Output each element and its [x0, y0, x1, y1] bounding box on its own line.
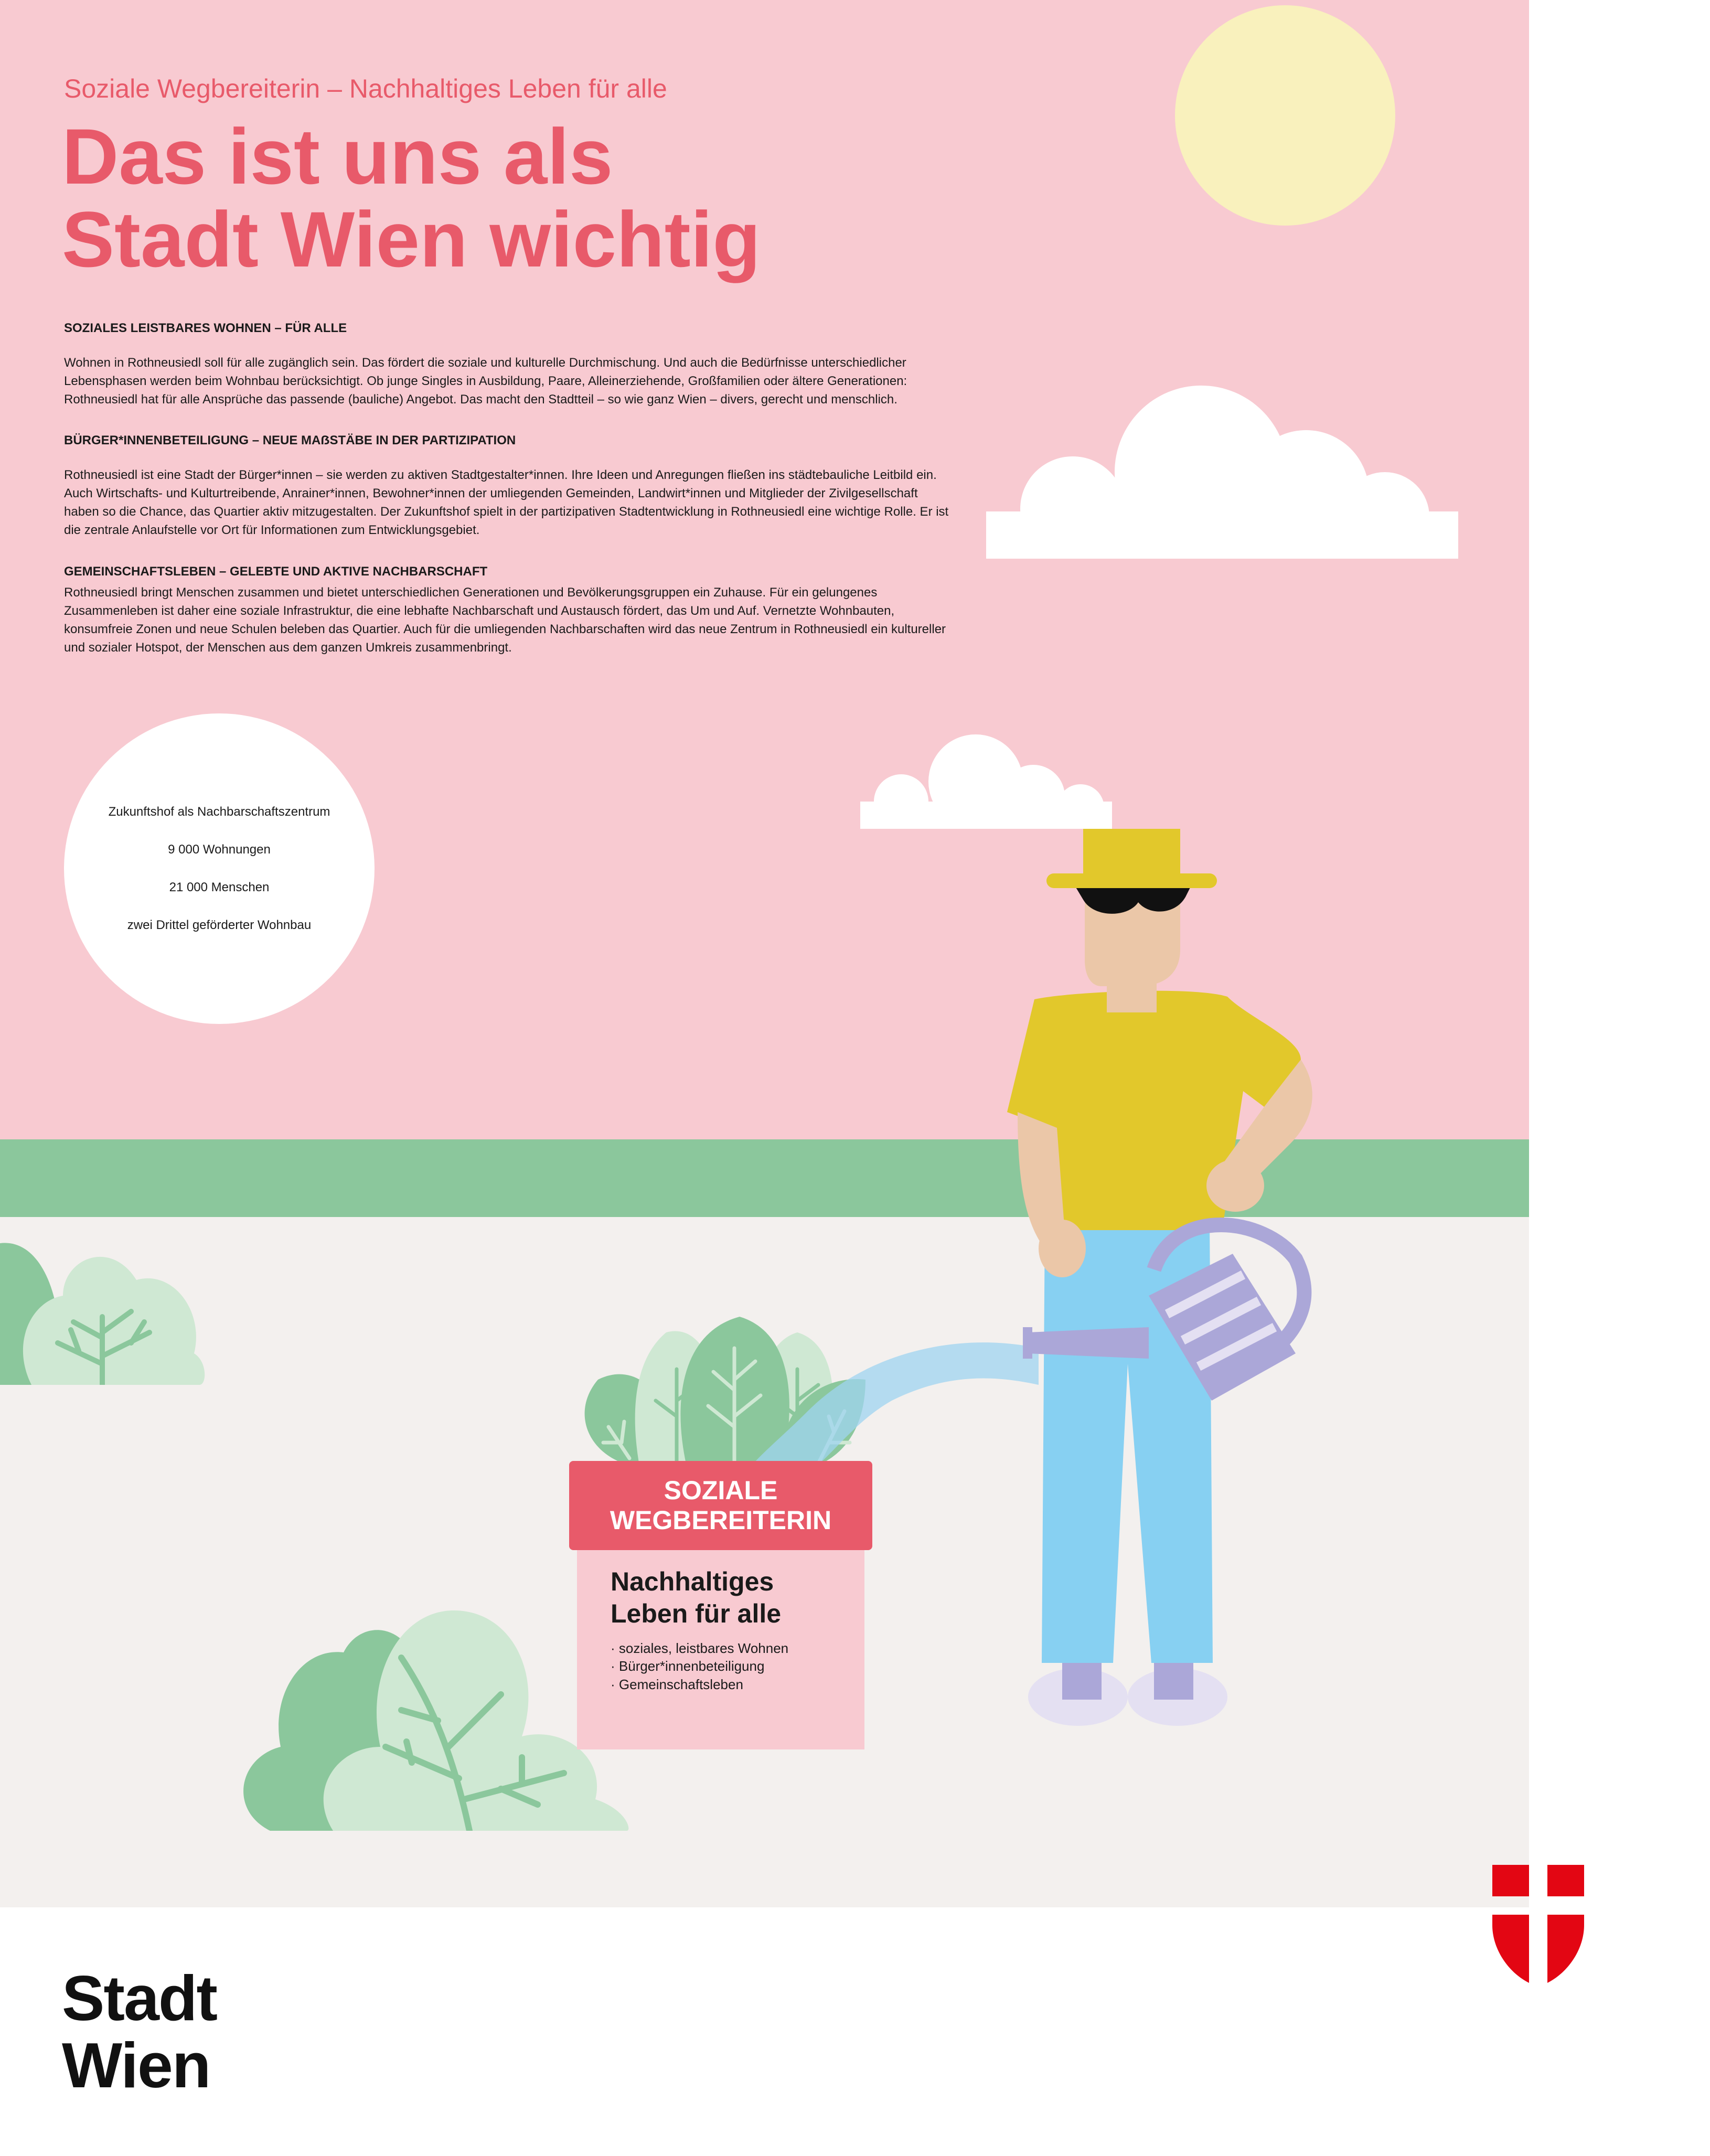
water-stream	[745, 1332, 1039, 1474]
section-title: BÜRGER*INNENBETEILIGUNG – NEUE MAẞSTÄBE IN DER PARTIZIPATION	[64, 433, 516, 447]
list-item: · Gemeinschaftsleben	[611, 1675, 788, 1693]
brand-line1: Stadt	[62, 1962, 217, 2034]
fact-item: 21 000 Menschen	[169, 880, 270, 894]
sign-header	[569, 1461, 872, 1550]
section-participation	[64, 433, 956, 539]
section-community	[64, 564, 956, 657]
fact-item: zwei Drittel geförderter Wohnbau	[127, 918, 312, 932]
page-title	[62, 112, 901, 283]
fact-item: 9 000 Wohnungen	[168, 842, 271, 857]
sun-icon	[1175, 0, 1395, 226]
plant-icon	[0, 1238, 210, 1385]
section-body: Rothneusiedl ist eine Stadt der Bürger*innen – sie werden zu aktiven Stadtgestalter*innen. Ihre Ideen und Anregungen fließen ins städtebauliche Leitbild ein. Auch Wirtschafts- und Kulturtreibende, Anrainer*innen, Bewohner*innen der umliegenden Gemeinden, Landwirt*innen und Mitglieder der Zivilgesellschaft haben so die Chance, das Quartier aktiv mitzugestalten. Der Zukunftshof spielt in der partizipativen Stadtentwicklung in Rothneusiedl eine wichtige Rolle. Er ist die zentrale Anlaufstelle vor Ort für Informationen zum Entwicklungsgebiet.	[64, 468, 949, 538]
cloud-icon	[860, 734, 1112, 829]
vienna-coat-of-arms-icon	[1492, 1865, 1584, 1986]
section-housing	[64, 321, 956, 409]
section-body: Rothneusiedl bringt Menschen zusammen und bietet unterschiedlichen Generationen und Bevölkerungsgruppen ein Zuhause. Für ein gelungenes Zusammenleben ist daher eine soziale Infrastruktur, die eine lebhafte Nachbarschaft und Austausch fördert, das Um und Auf. Vernetzte Wohnbauten, konsumfreie Zonen und neue Schulen beleben das Quartier. Auch für die umliegenden Nachbarschaften wird das neue Zentrum in Rothneusiedl ein kultureller und sozialer Hotspot, der Menschen aus dem ganzen Umkreis zusammenbringt.	[64, 585, 946, 655]
sign-title-line2: Leben für alle	[611, 1599, 782, 1628]
list-item: · soziales, leistbares Wohnen	[611, 1639, 788, 1657]
sign-list	[611, 1639, 788, 1693]
sign-title-line1: Nachhaltiges	[611, 1567, 774, 1596]
watering-can-icon	[1023, 1196, 1317, 1406]
section-title: GEMEINSCHAFTSLEBEN – GELEBTE UND AKTIVE NACHBARSCHAFT	[64, 564, 488, 579]
plant-icon	[228, 1589, 637, 1831]
brand-line2: Wien	[62, 2030, 210, 2101]
stadt-wien-logo	[62, 1962, 217, 2101]
fact-item: Zukunftshof als Nachbarschaftszentrum	[108, 805, 330, 819]
poster-subtitle: Soziale Wegbereiterin – Nachhaltiges Leben für alle	[64, 74, 667, 103]
sign-title	[611, 1566, 781, 1630]
sign-header-line1: SOZIALE	[664, 1475, 778, 1505]
facts-circle	[64, 713, 375, 1024]
page-title-line1: Das ist uns als	[62, 112, 613, 200]
page-title-line2: Stadt Wien wichtig	[62, 195, 761, 283]
list-item: · Bürger*innenbeteiligung	[611, 1657, 788, 1675]
section-body: Wohnen in Rothneusiedl soll für alle zugänglich sein. Das fördert die soziale und kulturelle Durchmischung. Und auch die Bedürfnisse unterschiedlicher Lebensphasen werden beim Wohnbau berücksichtigt. Ob junge Singles in Ausbildung, Paare, Alleinerziehende, Großfamilien oder ältere Generationen: Rothneusiedl hat für alle Ansprüche das passende (bauliche) Angebot. Das macht den Stadtteil – so wie ganz Wien – divers, gerecht und menschlich.	[64, 356, 907, 407]
section-title: SOZIALES LEISTBARES WOHNEN – FÜR ALLE	[64, 321, 347, 335]
cloud-icon	[986, 386, 1458, 559]
sign-header-line2: WEGBEREITERIN	[610, 1506, 832, 1535]
